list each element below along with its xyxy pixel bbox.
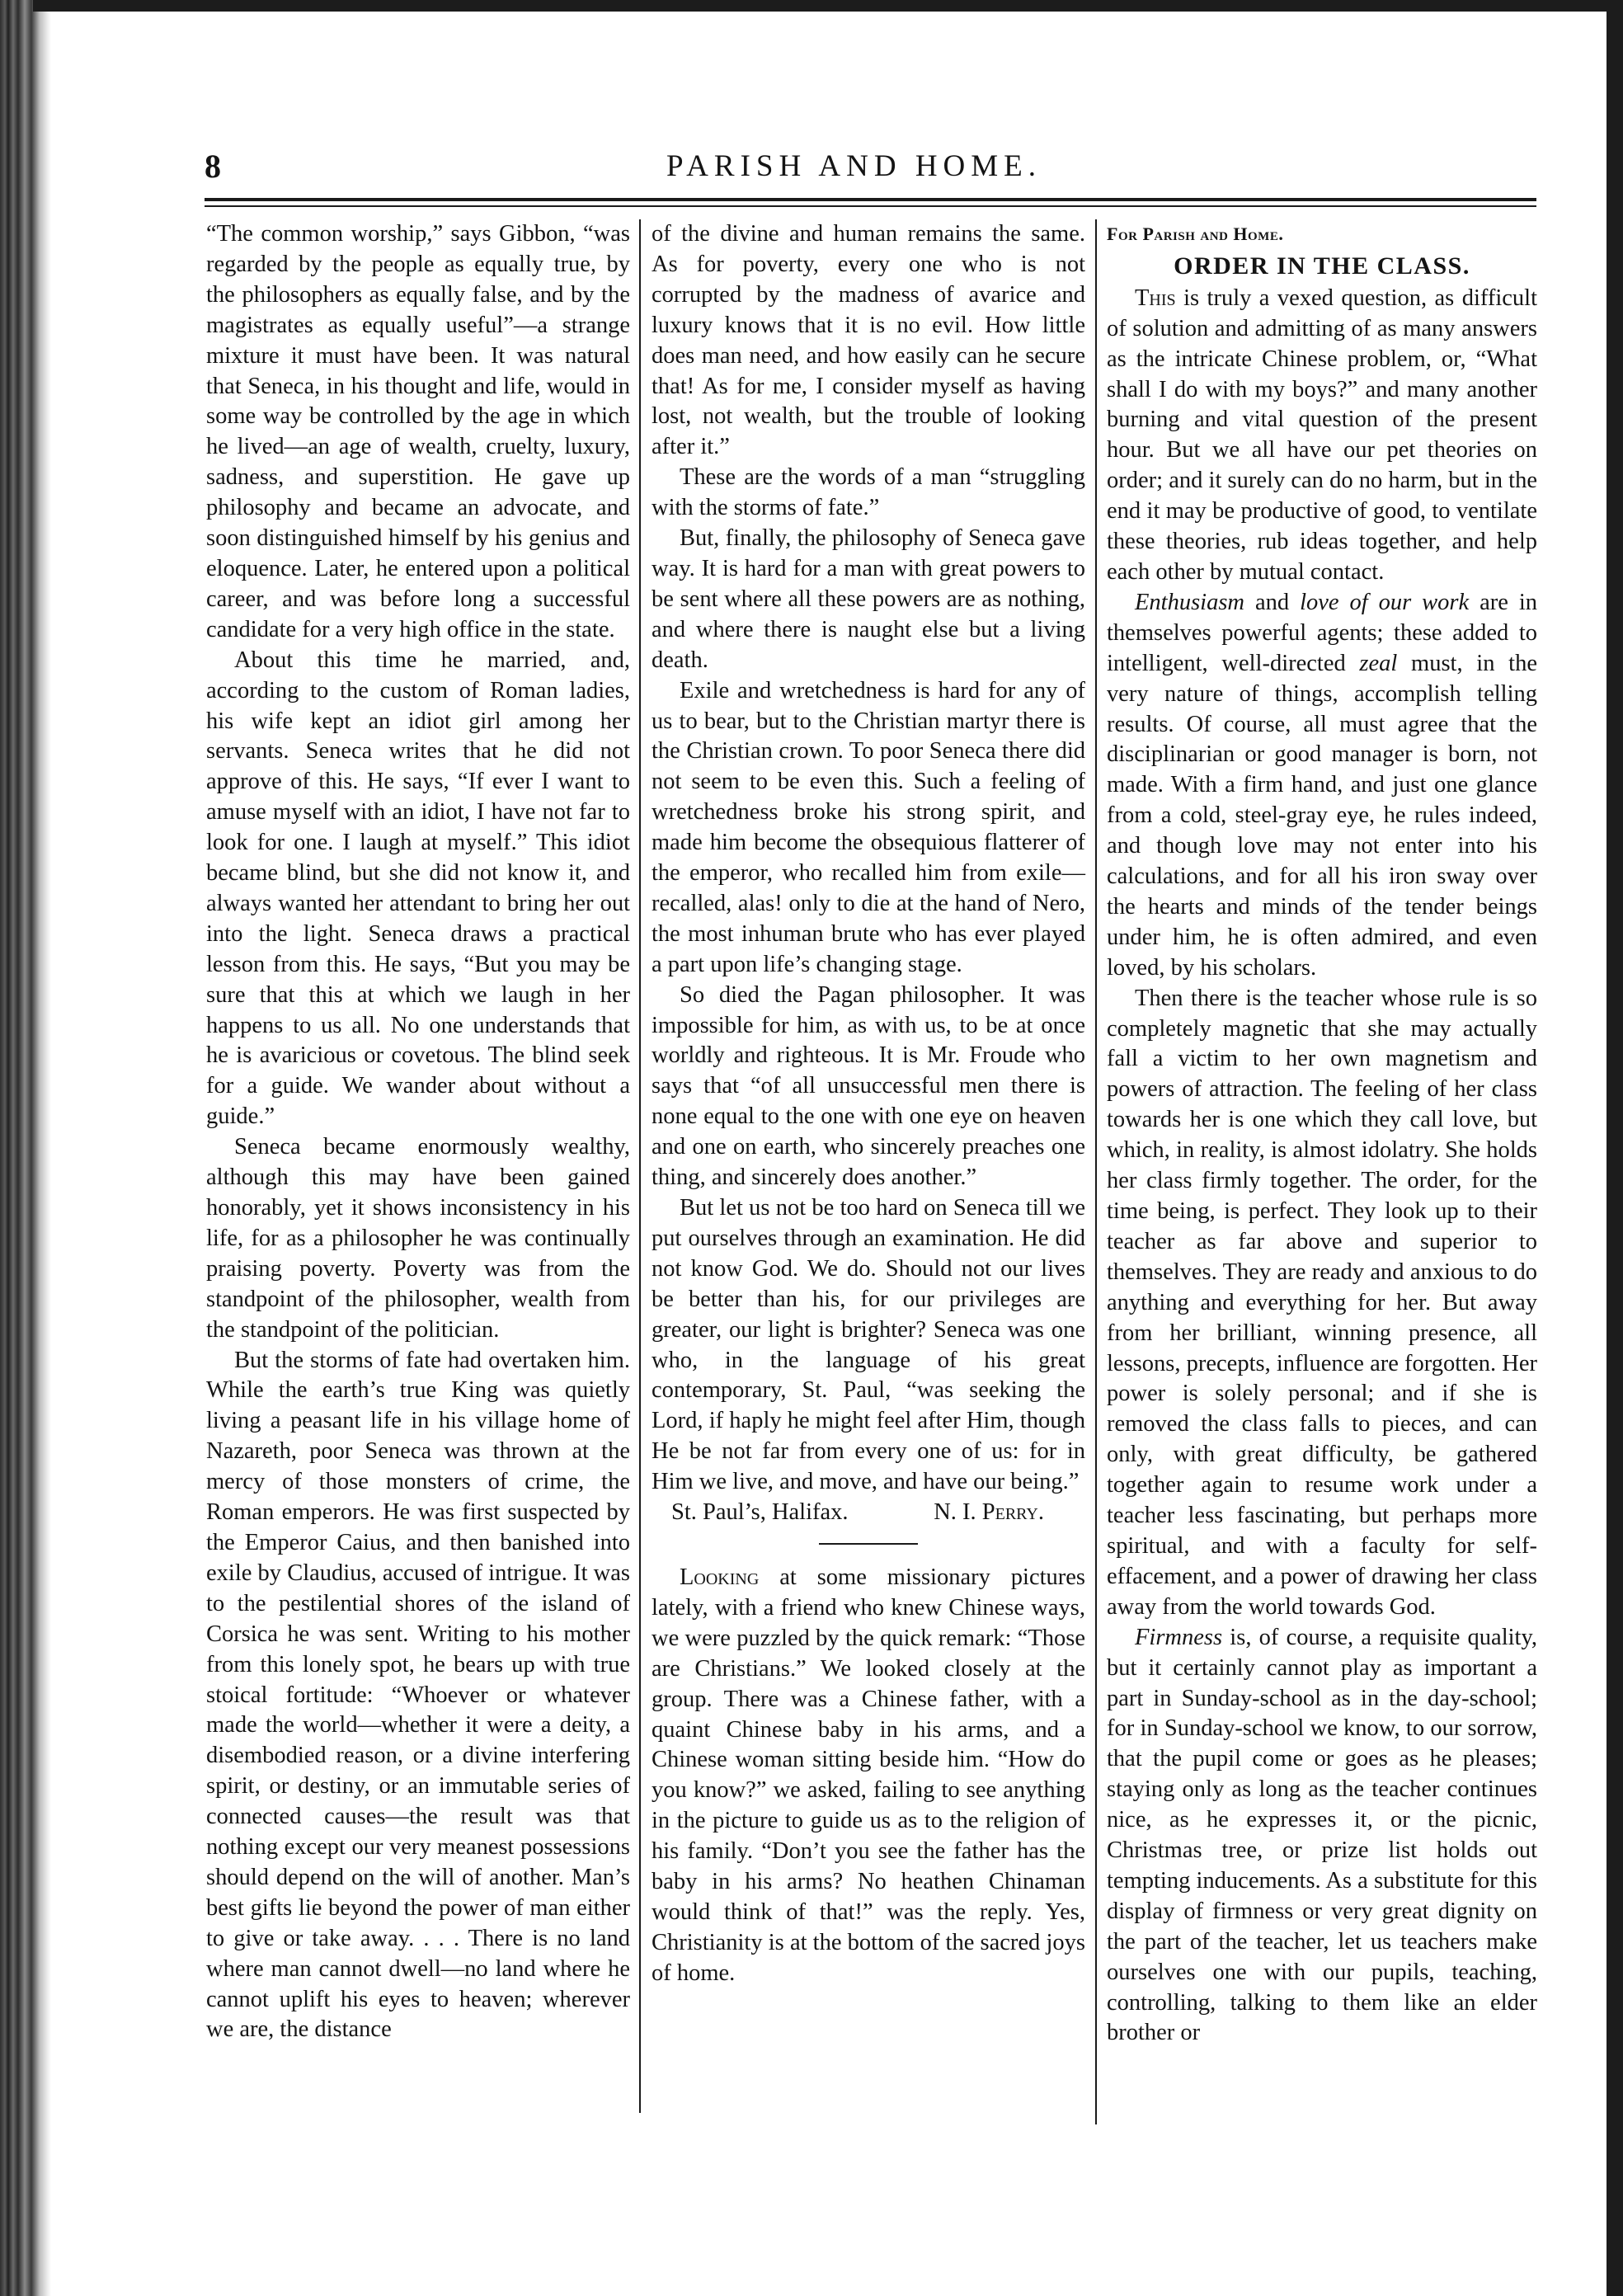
column-divider-1 — [639, 219, 641, 2113]
paragraph-text: is, of course, a requisite quality, but it certainly cannot play as important a part in Sunday-school as in the day-school; for in Sunday-school we know, to our sorrow, that the pupil come or goes as he pleases; staying only as long as the teacher continues nice, as he expresses it, or the picnic, Christmas tree, or prize list holds out tempting inducements. As a substitute for this display of firmness or very great dignity on the part of the teacher, let us teachers make ourselves one with our pupils, teaching, controlling, talking to them like an elder brother or — [1107, 1624, 1537, 2046]
lead-word: This — [1135, 285, 1176, 311]
paragraph: About this time he married, and, according to the custom of Roman ladies, his wife kept an idiot girl among her servants. Seneca writes that he did not approve of this. He says, “If ever I want to amuse myself with an idiot, I have not far to look for one. I laugh at myself.” This idiot became blind, but she did not know it, and always wanted her attendant to bring her out into the light. Seneca draws a practical lesson from this. He says, “But you may be sure that this at which we laugh in her happens to us all. No one understands that he is avaricious or covetous. The blind seek for a guide. We wander about without a guide.” — [206, 647, 630, 1130]
emphasis: love of our work — [1300, 589, 1470, 615]
column-2 — [652, 219, 1085, 1989]
paragraph: But the storms of fate had overtaken him. While the earth’s true King was quietly living a peasant life in his village home of Nazareth, poor Seneca was thrown at the mercy of those monsters of crime, the Roman emperors. He was first suspected by the Emperor Caius, and then banished into exile by Claudius, accused of intrigue. It was to the pestilential shores of the island of Corsica he was sent. Writing to his mother from this lonely spot, he bears up with true stoical fortitude: “Whoever or whatever made the world—whether it were a deity, a disembodied reason, or a divine interfering spirit, or destiny, or an immutable series of connected causes—the result was that nothing except our very meanest possessions should depend on the will of another. Man’s best gifts lie beyond the power of man either to give or take away. . . . There is no land where man cannot dwell—no land where he cannot uplift his eyes to heaven; wherever we are, the distance — [206, 1347, 630, 2043]
column-1 — [206, 219, 630, 2045]
paragraph-text: at some missionary pictures lately, with a friend who knew Chinese ways, we were puzzled by the quick remark: “Those are Christians.” We looked closely at the group. There was a Chinese father, with a quaint Chinese baby in his arms, and a Chinese woman sitting beside him. “How do you know?” we asked, failing to see anything in the picture to guide us as to the religion of his family. “Don’t you see the father has the baby in his arms? No heathen Chinaman would think of that!” was the reply. Yes, Christianity is at the bottom of the sacred joys of home. — [652, 1564, 1085, 1986]
article-kicker: For Parish and Home. — [1107, 223, 1284, 244]
paragraph: These are the words of a man “struggling with the storms of fate.” — [652, 464, 1085, 521]
paragraph: But, finally, the philosophy of Seneca gave way. It is hard for a man with great powers to be sent where all these powers are as nothing, and where there is naught else but a living death. — [652, 525, 1085, 673]
column-3 — [1107, 219, 1537, 2049]
paragraph: of the divine and human remains the same. As for poverty, every one who is not corrupted by the madness of avarice and luxury knows that it is no evil. How little does man need, and how easily can he secure that! As for me, I consider myself as having lost, not wealth, but the trouble of looking after it.” — [652, 221, 1085, 460]
scan-border-top — [33, 0, 1623, 12]
signature-name: N. I. Perry. — [934, 1499, 1044, 1526]
paragraph: “The common worship,” says Gibbon, “was regarded by the people as equally true, by the philosophers as equally false, and by the magistrates as equally useful”—a strange mixture it must have been. It was natural that Seneca, in his thought and life, would in some way be controlled by the age in which he lived—an age of wealth, cruelty, luxury, sadness, and superstition. He gave up philosophy and became an advocate, and soon distinguished himself by his genius and eloquence. Later, he entered upon a political career, and was before long a successful candidate for a very high office in the state. — [206, 221, 630, 642]
paragraph-text: and — [1244, 589, 1301, 615]
paragraph — [1107, 1623, 1537, 2049]
paragraph — [652, 1563, 1085, 1989]
article-separator-rule — [819, 1543, 918, 1545]
column-divider-2 — [1095, 219, 1097, 2124]
page-header — [205, 147, 1524, 196]
paragraph: Then there is the teacher whose rule is so completely magnetic that she may actually fall a victim to her own magnetism and powers of attraction. The feeling of her class towards her is one which they call love, but which, in reality, is almost idolatry. She holds her class firmly together. The order, for the time being, is perfect. They look up to their teacher as far above and superior to themselves. They are ready and anxious to do anything and everything for her. But away from her brilliant, winning presence, all lessons, precepts, influence are forgotten. Her power is solely personal; and if she is removed the class falls to pieces, and can only, with great difficulty, be gathered together again to resume work under a teacher less fascinating, but perhaps more spiritual, and with a faculty for self-effacement, and a power of drawing her class away from the world towards God. — [1107, 985, 1537, 1620]
paragraph — [1107, 284, 1537, 588]
lead-word: Looking — [680, 1564, 760, 1590]
article-title: ORDER IN THE CLASS. — [1174, 252, 1470, 280]
scan-border-right — [1607, 0, 1623, 2296]
signature-place: St. Paul’s, Halifax. — [671, 1499, 849, 1526]
paragraph-text: are in themselves powerful agents; these added to intelligent, well-directed — [1107, 589, 1537, 676]
paragraph: So died the Pagan philosopher. It was impossible for him, as with us, to be at once worldly and righteous. It is Mr. Froude who says that “of all unsuccessful men there is none equal to the one with one eye on heaven and one on earth, who sincerely preaches one thing, and sincerely does another.” — [652, 981, 1085, 1191]
paragraph: Seneca became enormously wealthy, although this may have been gained honorably, yet it shows inconsistency in his life, for as a philosopher he was continually praising poverty. Poverty was from the standpoint of the philosopher, wealth from the standpoint of the politician. — [206, 1134, 630, 1343]
paragraph — [1107, 588, 1537, 984]
paragraph-text: is truly a vexed question, as difficult of solution and admitting of as many answers as the intricate Chinese problem, or, “What shall I do with my boys?” and many another burning and vital question of the present hour. But we all have our pet theories on order; and it surely can do no harm, but in the end it may be productive of good, to ventilate these theories, rub ideas together, and help each other by mutual contact. — [1107, 285, 1537, 585]
running-title: PARISH AND HOME. — [666, 149, 1042, 183]
emphasis: Firmness — [1135, 1624, 1223, 1650]
paragraph: Exile and wretchedness is hard for any of us to bear, but to the Christian martyr there is the Christian crown. To poor Seneca there did not seem to be even this. Such a feeling of wretchedness broke his strong spirit, and made him become the obsequious flatterer of the emperor, who recalled him from exile—recalled, alas! only to die at the hand of Nero, the most inhuman brute who has ever played a part upon life’s changing stage. — [652, 677, 1085, 977]
emphasis: zeal — [1359, 650, 1398, 676]
emphasis: Enthusiasm — [1135, 589, 1245, 615]
paragraph-text: must, in the very nature of things, accomplish telling results. Of course, all must agree that the disciplinarian or good manager is born, not made. With a firm hand, and just one glance from a cold, steel-gray eye, he rules indeed, and though love may not enter into his calculations, and for all his iron sway over the hearts and minds of the tender beings under him, he is often admired, and even loved, by his scholars. — [1107, 650, 1537, 981]
paragraph: But let us not be too hard on Seneca till we put ourselves through an examination. He did not know God. We do. Should not our lives be better than his, for our privileges are greater, our light is brighter? Seneca was one who, in the language of his great contemporary, St. Paul, “was seeking the Lord, if haply he might feel after Him, though He be not far from every one of us: for in Him we live, and move, and have our being.” — [652, 1195, 1085, 1495]
header-rule-thick — [205, 198, 1536, 201]
page-number: 8 — [205, 148, 221, 185]
article-signature — [652, 1498, 1085, 1528]
header-rule-thin — [205, 205, 1536, 207]
book-binding-edge — [0, 0, 51, 2296]
